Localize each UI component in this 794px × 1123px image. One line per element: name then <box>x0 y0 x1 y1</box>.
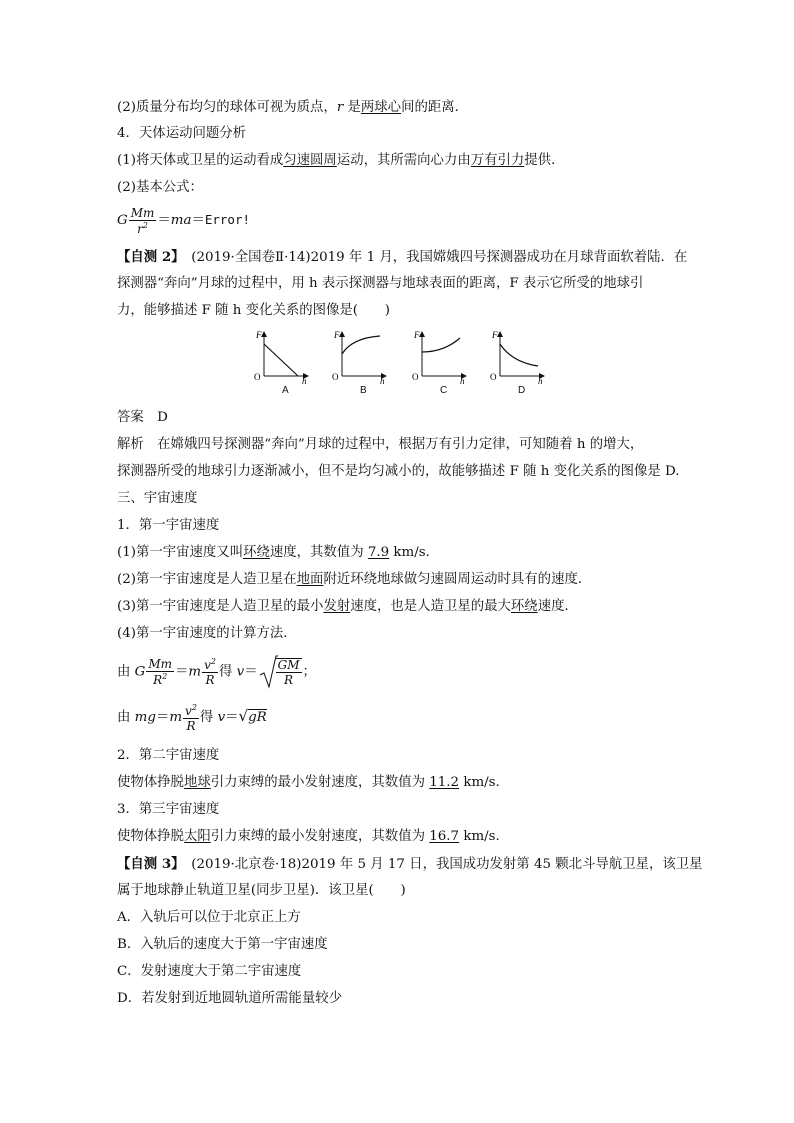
underlined-answer: 11.2 <box>429 775 460 790</box>
underlined-answer: 两球心 <box>360 100 402 115</box>
axis-label-f: F <box>492 330 498 340</box>
axis-label-f: F <box>414 330 420 340</box>
fraction <box>202 658 218 686</box>
heading: 1．第一宇宙速度 <box>117 518 220 533</box>
numerator <box>202 658 218 673</box>
question-line <box>117 247 687 268</box>
num-sup: 2 <box>191 702 197 712</box>
numerator: Mm <box>130 205 155 220</box>
underlined-answer: 地球 <box>183 775 211 790</box>
den-base: R <box>153 673 163 687</box>
fraction <box>129 207 157 235</box>
denominator: R <box>186 718 196 733</box>
denominator <box>146 672 174 686</box>
text: (1)第一宇宙速度又叫 <box>117 545 244 560</box>
underlined-answer: 发射 <box>323 599 351 614</box>
graph-d <box>500 332 544 376</box>
origin-label: O <box>332 372 339 382</box>
question-tag: 【自测 3】 <box>117 856 178 872</box>
axis-label-h: h <box>302 376 307 384</box>
text-line <box>117 98 468 118</box>
sqrt <box>258 655 278 689</box>
text-line <box>117 570 591 590</box>
formula-symbol: ma <box>170 213 192 228</box>
den-sup: 2 <box>142 220 148 230</box>
text: 间的距离． <box>401 100 469 115</box>
eq: ＝ <box>225 710 239 725</box>
graph-label: A <box>282 385 289 396</box>
graph-label: D <box>518 385 526 396</box>
question-line <box>117 854 703 875</box>
option-a: A．入轨后可以位于北京正上方 <box>117 910 301 925</box>
text: 速度，其数值为 <box>269 545 368 560</box>
numerator: Mm <box>148 657 173 671</box>
underlined-answer: 16.7 <box>429 829 460 844</box>
text-line <box>117 827 500 847</box>
eq: ＝ <box>175 664 189 680</box>
eq: ＝ <box>191 213 205 228</box>
text: 附近环绕地球做匀速圆周运动时具有的速度． <box>323 572 592 587</box>
text-line <box>117 597 578 617</box>
graph-a <box>264 332 308 376</box>
option-d: D．若发射到近地圆轨道所需能量较少 <box>117 991 342 1006</box>
option-b: B．入轨后的速度大于第一宇宙速度 <box>117 937 328 952</box>
origin-label: O <box>490 372 497 382</box>
fraction <box>146 658 174 686</box>
denominator: R <box>284 673 294 687</box>
question-line: 属于地球静止轨道卫星(同步卫星)．该卫星( ) <box>117 883 406 898</box>
question-line: 探测器“奔向”月球的过程中，用 h 表示探测器与地球表面的距离，F 表示它所受的地球引 <box>117 276 644 291</box>
denominator: R <box>205 673 215 687</box>
graph-c <box>422 332 466 376</box>
explanation-line: 解析 在嫦娥四号探测器“奔向”月球的过程中，根据万有引力定律，可知随着 h 的增大， <box>117 437 644 452</box>
text-line: (2)基本公式： <box>117 180 203 195</box>
text: 引力束缚的最小发射速度，其数值为 <box>210 775 430 790</box>
formula-symbol: G <box>117 213 128 228</box>
axis-label-f: F <box>256 330 262 340</box>
formula-symbol: mg <box>134 710 156 725</box>
question-tag: 【自测 2】 <box>117 249 178 265</box>
text: ； <box>302 664 316 680</box>
text: km/s. <box>459 829 500 844</box>
eq: ＝ <box>157 213 171 228</box>
underlined-answer: 匀速圆周 <box>283 153 337 168</box>
text: 由 <box>117 664 135 680</box>
text-line: (4)第一宇宙速度的计算方法． <box>117 626 297 641</box>
text: km/s. <box>389 545 430 560</box>
graph-label: C <box>440 385 448 396</box>
underlined-answer: 7.9 <box>367 545 390 560</box>
text: 运动，其所需向心力由 <box>336 153 471 168</box>
text: 速度，也是人造卫星的最大 <box>350 599 511 614</box>
text: 得 <box>219 664 237 680</box>
text-line <box>117 543 430 563</box>
text: (2)第一宇宙速度是人造卫星在 <box>117 572 297 587</box>
axis-label-f: F <box>334 330 340 340</box>
heading: 2．第二宇宙速度 <box>117 748 220 763</box>
numerator <box>183 704 199 719</box>
num-base: v <box>204 658 211 672</box>
origin-label: O <box>254 372 261 382</box>
text: (3)第一宇宙速度是人造卫星的最小 <box>117 599 324 614</box>
heading: 3．第三宇宙速度 <box>117 802 220 817</box>
axis-label-h: h <box>380 376 385 384</box>
num-sup: 2 <box>210 657 216 666</box>
axis-label-h: h <box>460 376 465 384</box>
graph-label: B <box>360 385 367 396</box>
eq: ＝ <box>244 664 258 680</box>
option-c: C．发射速度大于第二宇宙速度 <box>117 964 302 979</box>
section-heading: 三、宇宙速度 <box>117 491 198 506</box>
sqrt-sign-icon <box>258 655 278 689</box>
text: 速度． <box>537 599 578 614</box>
underlined-answer: 地面 <box>296 572 324 587</box>
formula-line <box>117 700 267 734</box>
formula-symbol: G <box>134 664 146 680</box>
text: 使物体挣脱 <box>117 775 184 790</box>
text-line <box>117 151 564 171</box>
answer: 答案 D <box>117 410 168 425</box>
numerator: GM <box>277 658 300 672</box>
denominator <box>129 221 157 235</box>
text: (2)质量分布均匀的球体可视为质点， <box>117 100 337 115</box>
fraction <box>183 704 199 732</box>
formula-line <box>117 205 250 236</box>
explanation-line: 探测器所受的地球引力逐渐减小，但不是均匀减小的，故能够描述 F 随 h 变化关系的图像是 D. <box>117 464 680 479</box>
den-sup: 2 <box>162 672 168 681</box>
text: 是 <box>343 100 361 115</box>
text: (2019·全国卷Ⅱ·14)2019 年 1 月，我国嫦娥四号探测器成功在月球背面软着陆．在 <box>177 250 688 265</box>
underlined-answer: 环绕 <box>510 599 538 614</box>
error-text: Error! <box>204 212 250 227</box>
text: 由 <box>117 710 135 725</box>
axis-label-h: h <box>538 376 543 384</box>
question-line: 力，能够描述 F 随 h 变化关系的图像是( ) <box>117 303 391 318</box>
heading: 4．天体运动问题分析 <box>117 126 247 141</box>
text: 得 <box>199 710 218 725</box>
var: r <box>336 100 344 115</box>
underlined-answer: 环绕 <box>243 545 270 560</box>
formula-symbol: m <box>188 664 202 680</box>
den-base: r <box>137 221 143 236</box>
text: (1)将天体或卫星的运动看成 <box>117 153 284 168</box>
text: 使物体挣脱 <box>117 829 184 844</box>
text: (2019·北京卷·18)2019 年 5 月 17 日，我国成功发射第 45 颗北斗导航卫星，该卫星 <box>177 857 703 872</box>
num-base: v <box>185 703 192 718</box>
fraction <box>276 658 302 686</box>
formula-symbol: v <box>236 664 245 680</box>
text: km/s. <box>459 775 500 790</box>
eq: ＝ <box>155 710 170 725</box>
text-line <box>117 773 500 793</box>
graph-figures <box>250 328 550 384</box>
underlined-answer: 万有引力 <box>470 153 525 168</box>
text: 提供． <box>524 153 565 168</box>
formula-line <box>117 655 316 689</box>
graph-b <box>342 332 386 376</box>
formula-symbol: m <box>169 710 183 725</box>
underlined-answer: 太阳 <box>183 829 211 844</box>
text: 引力束缚的最小发射速度，其数值为 <box>210 829 430 844</box>
origin-label: O <box>412 372 419 382</box>
sqrt-sign-icon: √ <box>238 707 249 725</box>
sqrt-radicand: gR <box>248 710 267 725</box>
formula-symbol: v <box>217 710 226 725</box>
